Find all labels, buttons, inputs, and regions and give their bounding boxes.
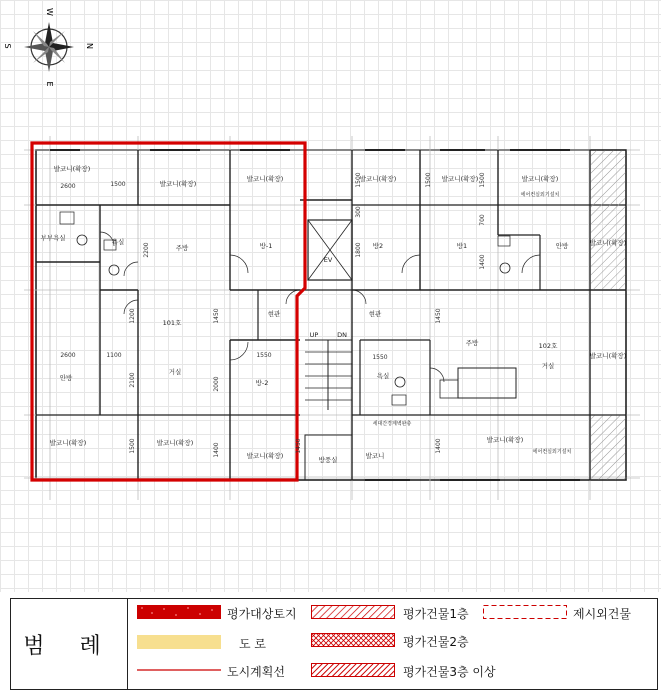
legend-plan-line: 도시계획선: [227, 665, 285, 679]
label-room1-102: 방1: [456, 242, 468, 250]
dimension: 1500: [479, 172, 486, 188]
label-balcony: 발코니(확장): [53, 165, 91, 173]
label-note: 세대간경계벽완충: [372, 421, 412, 427]
label-balcony-plain: 발코니: [365, 452, 385, 460]
dimension: 1550: [372, 354, 388, 361]
label-entry-101: 현관: [267, 310, 281, 318]
label-balcony: 발코니(확장): [156, 439, 194, 447]
dimension: 1400: [435, 438, 442, 454]
label-balcony: 발코니(확장): [441, 175, 479, 183]
label-balcony: 발코니(확장): [49, 439, 87, 447]
swatch-bldg-3f: [311, 663, 395, 677]
label-balcony: 발코니(확장): [359, 175, 397, 183]
dimension: 1450: [435, 308, 442, 324]
dimension: 1500: [355, 172, 362, 188]
label-stair-dn: DN: [337, 331, 347, 339]
label-entry-102: 현관: [368, 310, 382, 318]
label-balcony: 발코니(확장): [246, 175, 284, 183]
legend-target-land: 평가대상토지: [227, 607, 297, 621]
label-master-bath: 부부욕실: [40, 234, 66, 242]
label-pump: 방풍실: [318, 456, 338, 464]
dimension: 1400: [479, 254, 486, 270]
label-balcony: 발코니(확장): [589, 239, 627, 247]
swatch-bldg-2f: [311, 633, 395, 647]
label-balcony: 발코니(확장): [521, 175, 559, 183]
swatch-plan-line: [137, 663, 221, 677]
label-elevator: EV: [323, 256, 333, 264]
dimension: 1800: [355, 242, 362, 258]
label-note: 에어컨실외기설치: [532, 449, 572, 455]
label-bath-101: 욕실: [111, 238, 125, 246]
label-room2-101: 방-2: [255, 379, 269, 387]
dimension: 1500: [129, 438, 136, 454]
label-balcony: 발코니(확장): [486, 436, 524, 444]
label-kitchen-101: 주방: [175, 244, 189, 252]
legend-excluded: 제시외건물: [573, 607, 631, 621]
dimension: 1400: [213, 442, 220, 458]
dimension: 300: [355, 206, 362, 218]
dimension: 2000: [213, 376, 220, 392]
label-master-102: 안방: [555, 242, 569, 250]
label-living-102: 거실: [541, 362, 555, 370]
swatch-road: [137, 635, 221, 649]
legend-title: 범 례: [11, 599, 128, 689]
legend-road: 도 로: [239, 637, 266, 651]
swatch-bldg-1f: [311, 605, 395, 619]
dimension: 2600: [60, 352, 76, 359]
label-note: 에어컨실외기설치: [520, 192, 560, 198]
building-walls: [24, 136, 640, 500]
dimension: 1500: [425, 172, 432, 188]
dimension: 1550: [256, 352, 272, 359]
legend-bldg-1f: 평가건물1층: [403, 607, 469, 621]
compass-w: W: [45, 8, 54, 16]
label-balcony: 발코니(확장): [589, 352, 627, 360]
label-stair-up: UP: [309, 331, 319, 339]
evaluation-boundary: [32, 143, 305, 480]
label-unit-101: 101호: [162, 319, 182, 327]
dimension: 2100: [129, 372, 136, 388]
label-bath-102: 욕실: [376, 372, 390, 380]
compass-s: S: [3, 43, 12, 49]
label-room2-102: 방2: [372, 242, 384, 250]
dimension: 1450: [213, 308, 220, 324]
swatch-excluded: [483, 605, 567, 619]
compass-e: E: [45, 81, 54, 87]
legend-bldg-2f: 평가건물2층: [403, 635, 469, 649]
dimension: 1450: [295, 438, 302, 454]
label-kitchen-102: 주방: [465, 339, 479, 347]
legend-bldg-3f: 평가건물3층 이상: [403, 665, 496, 679]
legend-box: [10, 598, 658, 690]
label-room1-101: 방-1: [259, 242, 273, 250]
label-master-101: 안방: [59, 374, 73, 382]
dimension: 2600: [60, 183, 76, 190]
dimension: 700: [479, 214, 486, 226]
dimension: 2200: [143, 242, 150, 258]
compass-n: N: [85, 43, 94, 49]
label-balcony: 발코니(확장): [246, 452, 284, 460]
dimension: 1100: [106, 352, 122, 359]
label-living-101: 거실: [168, 368, 182, 376]
swatch-target-land: [137, 605, 221, 619]
dimension: 1500: [110, 181, 126, 188]
compass-rose: [3, 8, 94, 86]
label-unit-102: 102호: [538, 342, 558, 350]
dimension: 1200: [129, 308, 136, 324]
label-balcony: 발코니(확장): [159, 180, 197, 188]
